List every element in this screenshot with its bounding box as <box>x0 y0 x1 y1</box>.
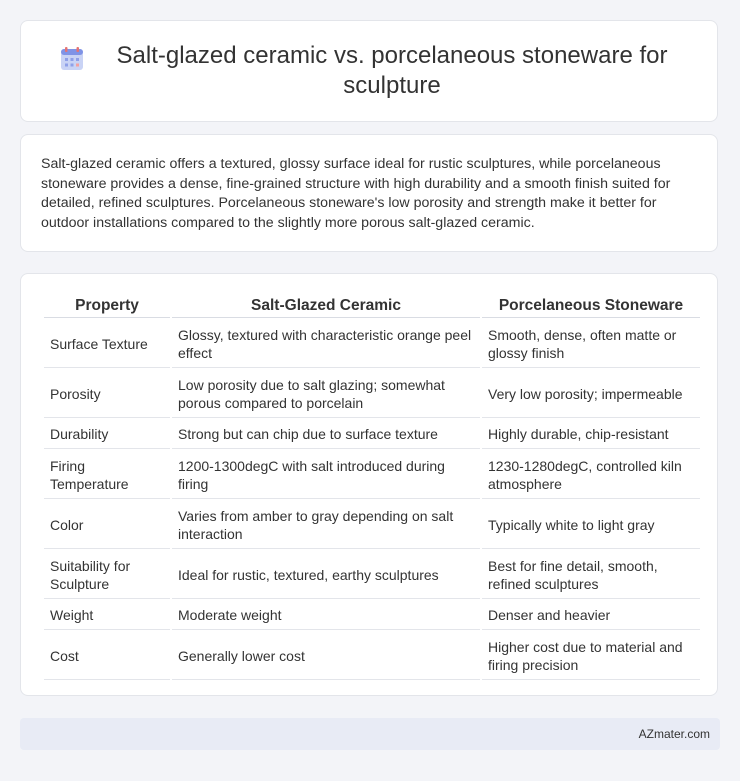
table-row <box>44 632 700 680</box>
header-property: Property <box>44 294 170 318</box>
table-row <box>44 501 700 549</box>
row-salt-glazed: Moderate weight <box>172 601 480 630</box>
title-card <box>20 20 718 122</box>
row-porcelaneous: Highly durable, chip-resistant <box>482 420 700 449</box>
row-porcelaneous: Denser and heavier <box>482 601 700 630</box>
row-property: Color <box>44 501 170 549</box>
page-title: Salt-glazed ceramic vs. porcelaneous stoneware for sculpture <box>116 42 668 99</box>
comparison-card <box>20 273 718 696</box>
row-porcelaneous: Best for fine detail, smooth, refined sculptures <box>482 551 700 599</box>
comparison-table <box>42 292 702 682</box>
table-row <box>44 420 700 449</box>
row-property: Cost <box>44 632 170 680</box>
row-salt-glazed: Low porosity due to salt glazing; somewhat porous compared to porcelain <box>172 370 480 418</box>
row-property: Weight <box>44 601 170 630</box>
footer-brand: AZmater.com <box>638 727 710 741</box>
row-property: Suitability for Sculpture <box>44 551 170 599</box>
row-property: Porosity <box>44 370 170 418</box>
row-property: Surface Texture <box>44 320 170 368</box>
summary-text: Salt-glazed ceramic offers a textured, glossy surface ideal for rustic sculptures, while porcelaneous stoneware provides a dense, fine-grained structure with high durability and a smooth finish suited for detailed, refined sculptures. Porcelaneous stoneware's low porosity and strength make it better for outdoor installations compared to the slightly more porous salt-glazed ceramic. <box>41 156 671 231</box>
header-salt-glazed: Salt-Glazed Ceramic <box>172 294 480 318</box>
row-porcelaneous: 1230-1280degC, controlled kiln atmosphere <box>482 451 700 499</box>
row-property: Firing Temperature <box>44 451 170 499</box>
row-porcelaneous: Smooth, dense, often matte or glossy finish <box>482 320 700 368</box>
table-row <box>44 451 700 499</box>
table-row <box>44 601 700 630</box>
row-porcelaneous: Typically white to light gray <box>482 501 700 549</box>
row-porcelaneous: Very low porosity; impermeable <box>482 370 700 418</box>
row-salt-glazed: Glossy, textured with characteristic orange peel effect <box>172 320 480 368</box>
row-salt-glazed: Strong but can chip due to surface texture <box>172 420 480 449</box>
summary-card <box>20 134 718 252</box>
calendar-grid-icon <box>59 46 85 72</box>
table-row <box>44 320 700 368</box>
row-salt-glazed: Ideal for rustic, textured, earthy sculptures <box>172 551 480 599</box>
row-salt-glazed: Generally lower cost <box>172 632 480 680</box>
table-row <box>44 551 700 599</box>
header-porcelaneous: Porcelaneous Stoneware <box>482 294 700 318</box>
row-porcelaneous: Higher cost due to material and firing precision <box>482 632 700 680</box>
row-salt-glazed: Varies from amber to gray depending on salt interaction <box>172 501 480 549</box>
table-header-row <box>44 294 700 318</box>
row-property: Durability <box>44 420 170 449</box>
row-salt-glazed: 1200-1300degC with salt introduced during firing <box>172 451 480 499</box>
table-row <box>44 370 700 418</box>
footer <box>20 718 720 750</box>
